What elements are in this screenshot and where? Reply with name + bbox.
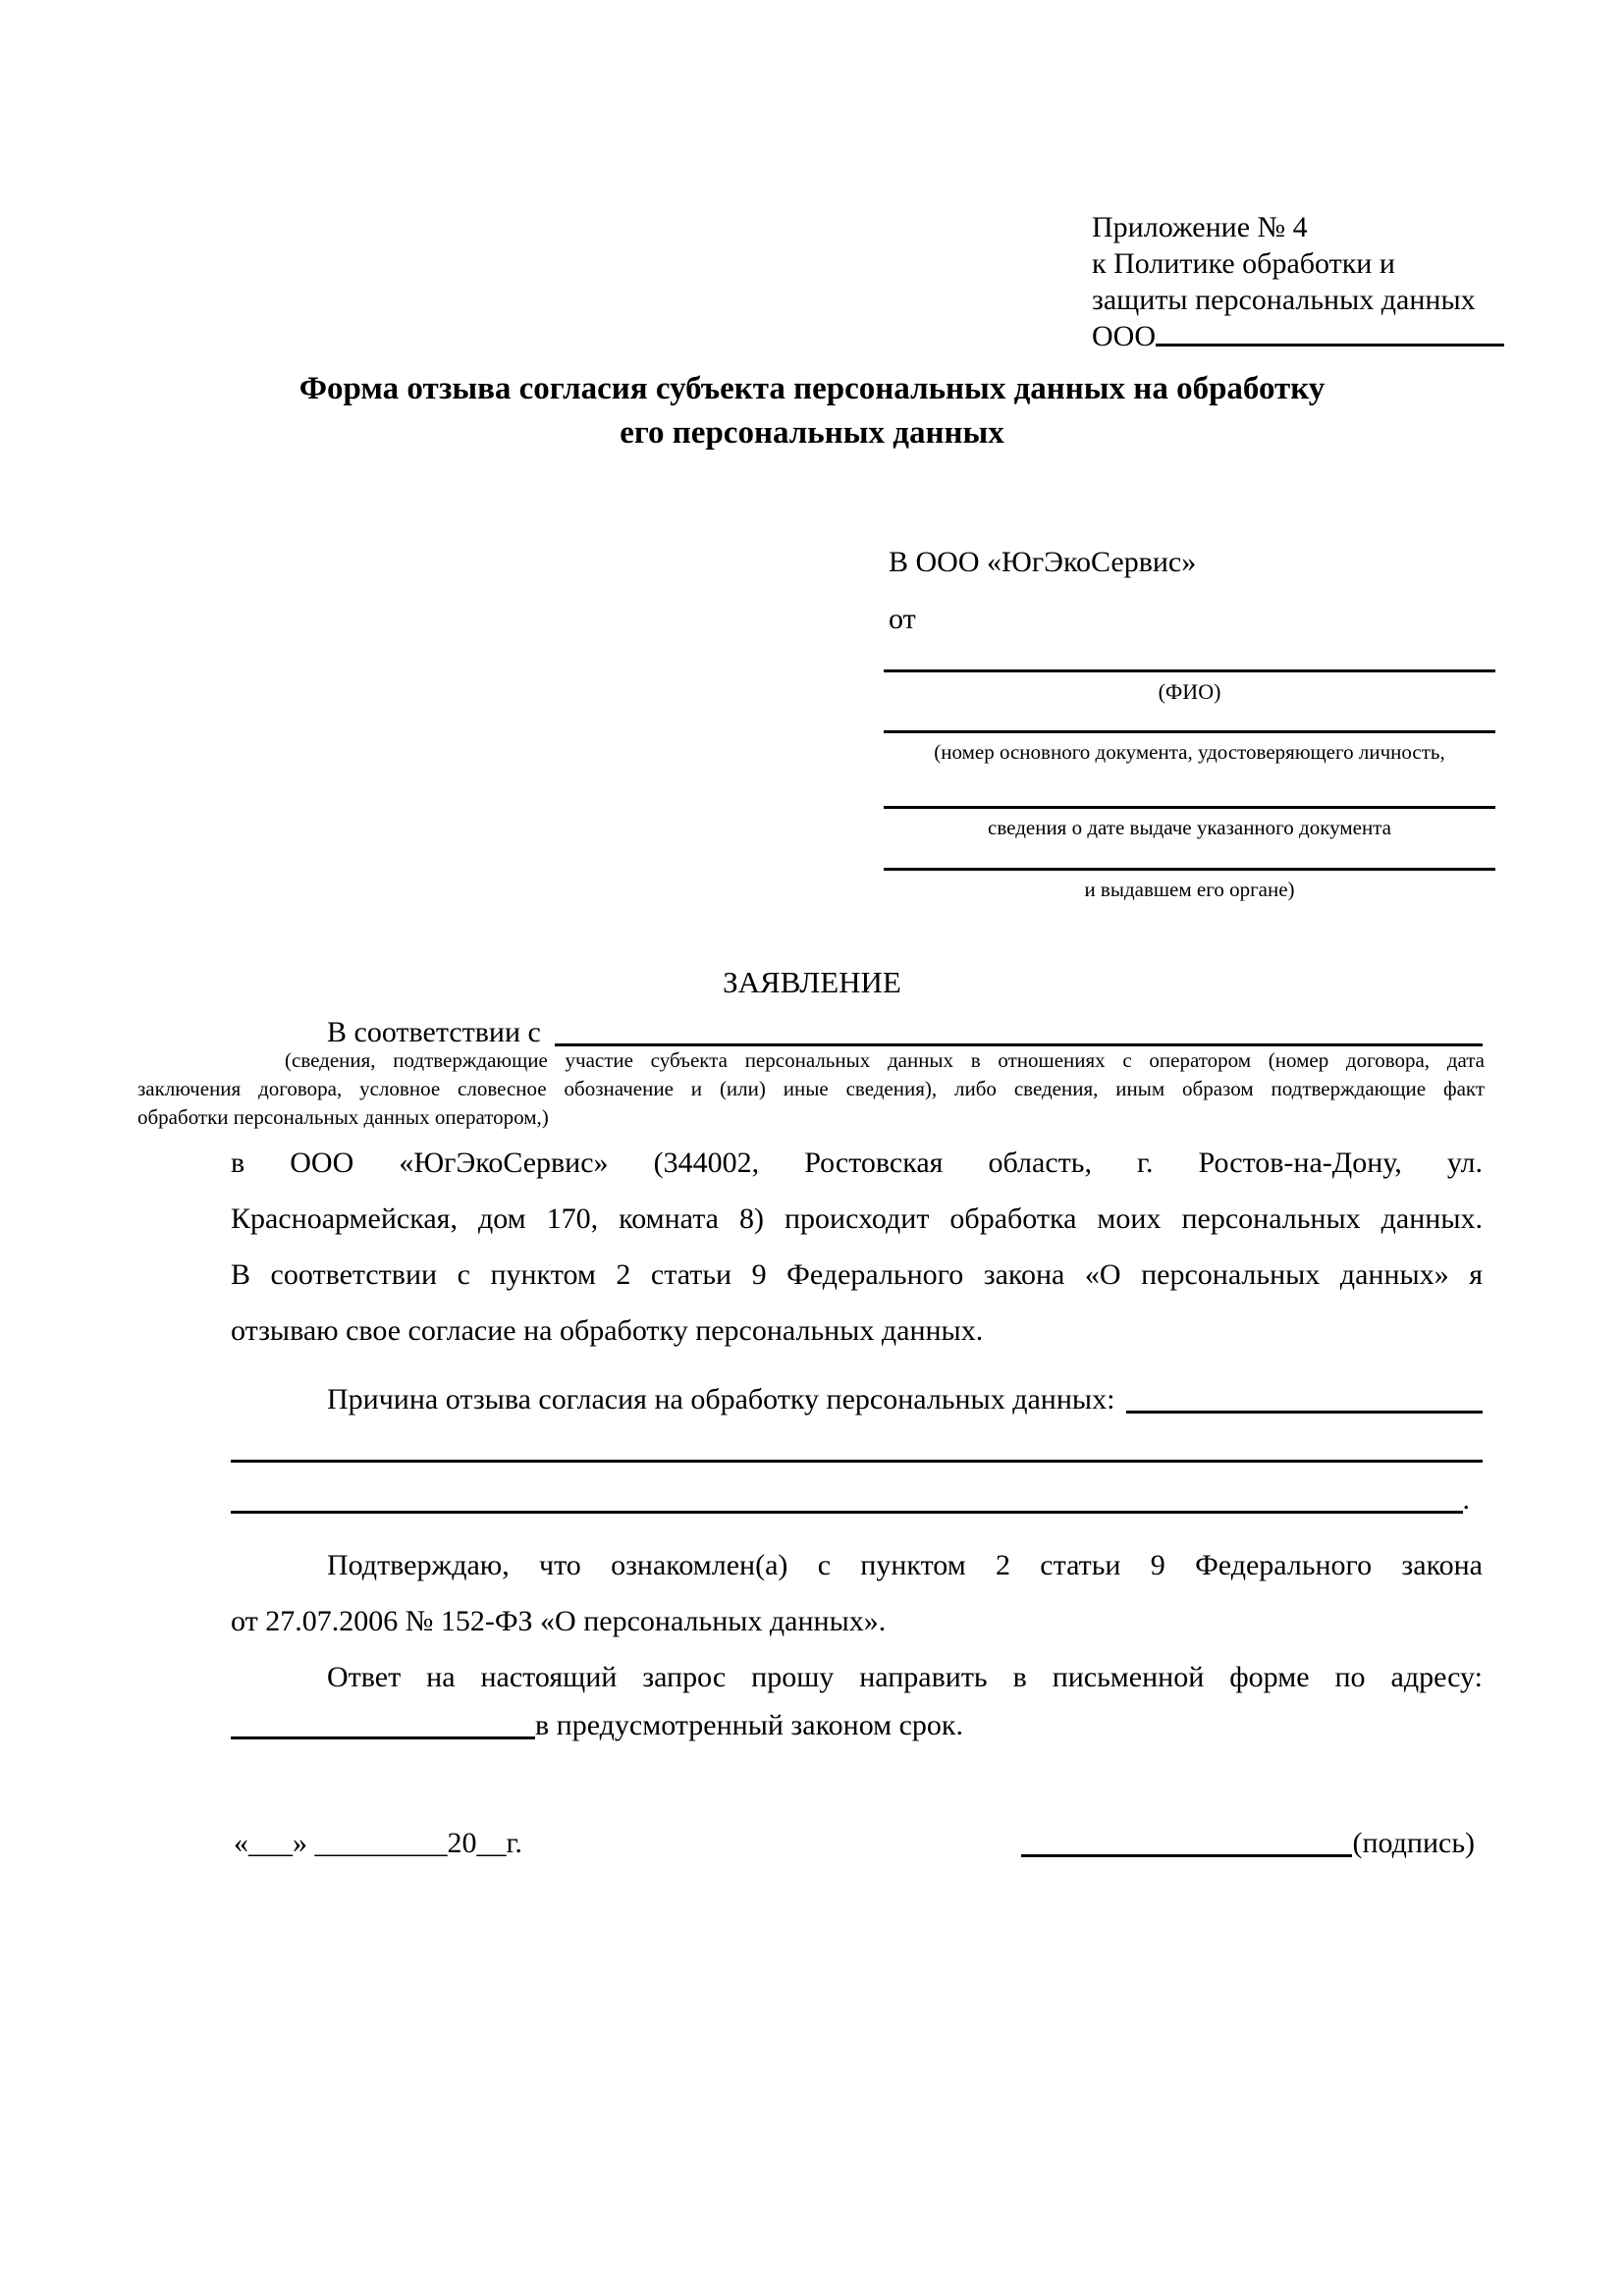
- reason-blank-line-3: [231, 1511, 1463, 1514]
- appendix-company-row: [1092, 318, 1504, 354]
- body-line: в ООО «ЮгЭкоСервис» (344002, Ростовская область, г. Ростов-на-Дону, ул.: [231, 1147, 1483, 1179]
- statement-heading: ЗАЯВЛЕНИЕ: [723, 965, 901, 999]
- body-line: Красноармейская, дом 170, комната 8) происходит обработка моих персональных данных.: [231, 1202, 1483, 1235]
- body-line: В соответствии с пунктом 2 статьи 9 Федерального закона «О персональных данных» я: [231, 1258, 1483, 1291]
- reason-lead-text: Причина отзыва согласия на обработку персональных данных:: [327, 1383, 1115, 1415]
- issue-date-caption: сведения о дате выдаче указанного документа: [988, 816, 1391, 839]
- reply-address-blank-line: [231, 1736, 535, 1739]
- document-number-blank-line: [884, 730, 1495, 733]
- reply-row: [231, 1704, 1483, 1747]
- page-title-line: Форма отзыва согласия субъекта персональных данных на обработку: [298, 371, 1326, 406]
- signature-caption: (подпись): [1352, 1827, 1475, 1859]
- addressee-to: В ООО «ЮгЭкоСервис»: [889, 546, 1197, 578]
- intro-lead-text: В соответствии с: [327, 1016, 541, 1048]
- fio-caption: (ФИО): [1158, 679, 1221, 704]
- reason-blank-line-2: [231, 1460, 1483, 1463]
- page-title: [139, 367, 1485, 455]
- intro-caption: [137, 1046, 1485, 1132]
- appendix-line: Приложение № 4: [1092, 211, 1308, 243]
- signature-row: [1021, 1822, 1475, 1865]
- confirm-paragraph: [231, 1537, 1483, 1649]
- intro-caption-line: обработки персональных данных оператором,): [137, 1105, 549, 1129]
- body-line: отзываю свое согласие на обработку персональных данных.: [231, 1314, 984, 1347]
- confirm-line: Подтверждаю, что ознакомлен(а) с пунктом 2 статьи 9 Федерального закона: [327, 1549, 1483, 1581]
- issuing-authority-caption: и выдавшем его органе): [1084, 878, 1295, 901]
- intro-caption-line: заключения договора, условное словесное обозначение и (или) иные сведения), либо сведения, иным образом подтверждающие факт: [137, 1077, 1485, 1100]
- appendix-block: [1092, 209, 1504, 354]
- body-paragraph: [231, 1135, 1483, 1359]
- addressee-from-label: от: [889, 603, 916, 635]
- reason-row-3: [231, 1478, 1470, 1522]
- page-title-line: его персональных данных: [620, 415, 1004, 451]
- date-line: «___» _________20__г.: [234, 1827, 522, 1859]
- fio-blank-line: [884, 669, 1495, 672]
- issue-date-blank-line: [884, 806, 1495, 809]
- signature-blank-line: [1021, 1854, 1352, 1857]
- reply-tail-text: в предусмотренный законом срок.: [535, 1709, 963, 1741]
- confirm-line: от 27.07.2006 № 152-ФЗ «О персональных данных».: [231, 1605, 887, 1637]
- reason-period: .: [1462, 1483, 1470, 1516]
- appendix-line: защиты персональных данных: [1092, 284, 1476, 316]
- reason-row: [327, 1378, 1483, 1421]
- appendix-line: к Политике обработки и: [1092, 247, 1395, 280]
- reason-blank-line-1: [1126, 1411, 1483, 1414]
- company-blank-line: [1156, 344, 1504, 347]
- issuing-authority-blank-line: [884, 868, 1495, 871]
- company-prefix: ООО: [1092, 320, 1156, 352]
- reply-lead: Ответ на настоящий запрос прошу направить в письменной форме по адресу:: [327, 1661, 1483, 1693]
- intro-caption-line: (сведения, подтверждающие участие субъекта персональных данных в отношениях с оператором (номер договора, дата: [285, 1048, 1485, 1072]
- document-number-caption: (номер основного документа, удостоверяющего личность,: [934, 740, 1445, 764]
